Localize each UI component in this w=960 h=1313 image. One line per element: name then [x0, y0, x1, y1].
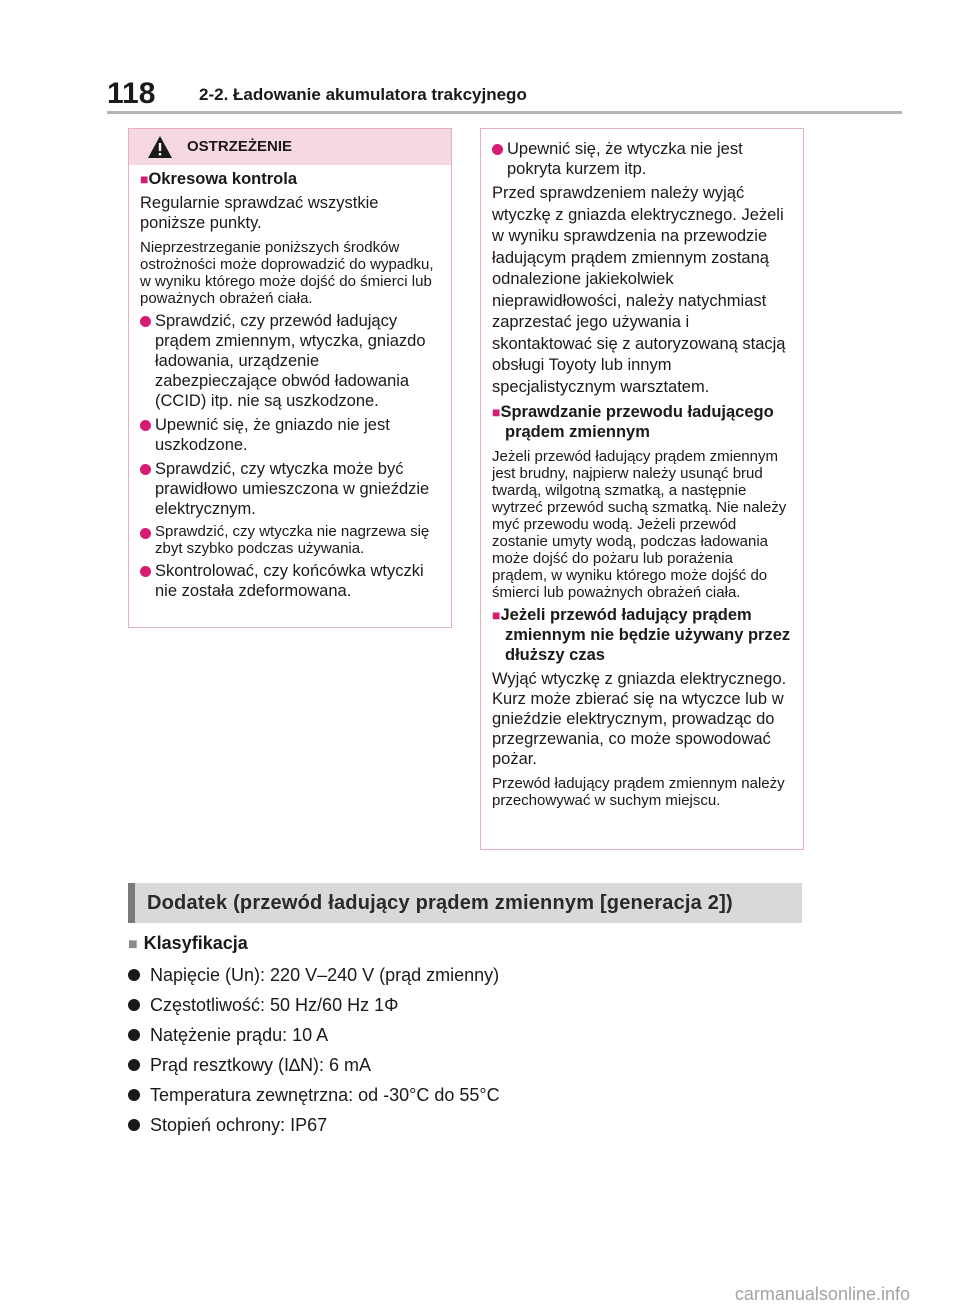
warning-header: [129, 129, 451, 165]
warning-box-right: [480, 128, 804, 850]
bullet-icon: [140, 566, 151, 577]
bullet-icon: [128, 1029, 140, 1041]
spec-item: Napięcie (Un): 220 V–240 V (prąd zmienny): [128, 964, 802, 986]
section-title-bar: [128, 883, 802, 923]
paragraph: Przed sprawdzeniem należy wyjąć wtyczkę z gniazda elektrycznego. Jeżeli w wyniku sprawdzenia na przewodzie ładującym prądem zmiennym zostaną odnalezione jakiekolwiek nieprawidłowości, należy natychmiast zaprzestać jego używania i skontaktować się z autoryzowaną stacją obsługi Toyoty lub innym specjalistycznym warsztatem.: [492, 184, 786, 396]
bullet-icon: [128, 969, 140, 981]
bullet-icon: [140, 528, 151, 539]
spec-item: Prąd resztkowy (I∆N): 6 mA: [128, 1054, 802, 1076]
section-heading: ■Okresowa kontrola: [140, 170, 298, 188]
note-paragraph: Jeżeli przewód ładujący prądem zmiennym jest brudny, najpierw należy usunąć brud twardą, wilgotną szmatką, a następnie wytrzeć przewód suchą szmatką. Nie należy myć przewodu wodą. Jeżeli przewód zostanie umyty wodą, podczas ładowania może dojść do pożaru lub porażenia prądem, w wyniku którego może dojść do śmierci lub poważnych obrażeń ciała.: [492, 448, 787, 601]
page-number: 118: [107, 77, 156, 110]
square-bullet-icon: ■: [492, 404, 501, 420]
note-paragraph: Nieprzestrzeganie poniższych środków ostrożności może doprowadzić do wypadku, w wyniku którego może dojść do śmierci lub poważnych obrażeń ciała.: [140, 239, 434, 307]
warning-box-left: [128, 128, 452, 628]
spec-item: Natężenie prądu: 10 A: [128, 1024, 802, 1046]
section-title: Dodatek (przewód ładujący prądem zmiennym [generacja 2]): [147, 891, 733, 914]
bullet-icon: [128, 1059, 140, 1071]
list-item: Upewnić się, że wtyczka nie jest pokryta kurzem itp.: [492, 139, 792, 179]
watermark: carmanualsonline.info: [734, 1284, 910, 1304]
section-heading: ■Jeżeli przewód ładujący prądem zmiennym nie będzie używany przez dłuższy czas: [492, 606, 791, 664]
square-bullet-icon: ■: [128, 936, 138, 953]
square-bullet-icon: ■: [492, 607, 501, 623]
bullet-icon: [140, 316, 151, 327]
spec-item: Stopień ochrony: IP67: [128, 1114, 802, 1136]
warning-title: OSTRZEŻENIE: [187, 138, 293, 155]
note-paragraph: Przewód ładujący prądem zmiennym należy przechowywać w suchym miejscu.: [492, 775, 785, 809]
square-bullet-icon: ■: [140, 171, 149, 187]
bullet-icon: [140, 464, 151, 475]
header-divider: [107, 111, 902, 114]
list-item: Sprawdzić, czy wtyczka nie nagrzewa się zbyt szybko podczas używania.: [140, 523, 440, 557]
bullet-icon: [492, 144, 503, 155]
warning-triangle-icon: [147, 135, 173, 159]
chapter-title: 2-2. Ładowanie akumulatora trakcyjnego: [199, 85, 527, 104]
list-item: Upewnić się, że gniazdo nie jest uszkodzone.: [140, 415, 440, 455]
bullet-icon: [128, 1089, 140, 1101]
page-header: [107, 78, 902, 108]
paragraph: Regularnie sprawdzać wszystkie poniższe punkty.: [140, 194, 379, 232]
list-item: Skontrolować, czy końcówka wtyczki nie została zdeformowana.: [140, 561, 440, 601]
spec-list: [128, 928, 802, 1144]
section-heading: ■Sprawdzanie przewodu ładującego prądem zmiennym: [492, 403, 774, 441]
spec-item: Temperatura zewnętrzna: od -30°C do 55°C: [128, 1084, 802, 1106]
spec-item: Częstotliwość: 50 Hz/60 Hz 1Φ: [128, 994, 802, 1016]
paragraph: Wyjąć wtyczkę z gniazda elektrycznego. Kurz może zbierać się na wtyczce lub w gnieździe elektrycznym, prowadząc do przegrzewania, co może spowodować pożar.: [492, 670, 787, 768]
list-item: Sprawdzić, czy wtyczka może być prawidłowo umieszczona w gnieździe elektrycznym.: [140, 459, 440, 519]
bullet-icon: [140, 420, 151, 431]
bullet-icon: [128, 999, 140, 1011]
spec-heading: ■ Klasyfikacja: [128, 933, 248, 953]
list-item: Sprawdzić, czy przewód ładujący prądem zmiennym, wtyczka, gniazdo ładowania, urządzenie zabezpieczające obwód ładowania (CCID) itp. nie są uszkodzone.: [140, 311, 440, 411]
bullet-icon: [128, 1119, 140, 1131]
